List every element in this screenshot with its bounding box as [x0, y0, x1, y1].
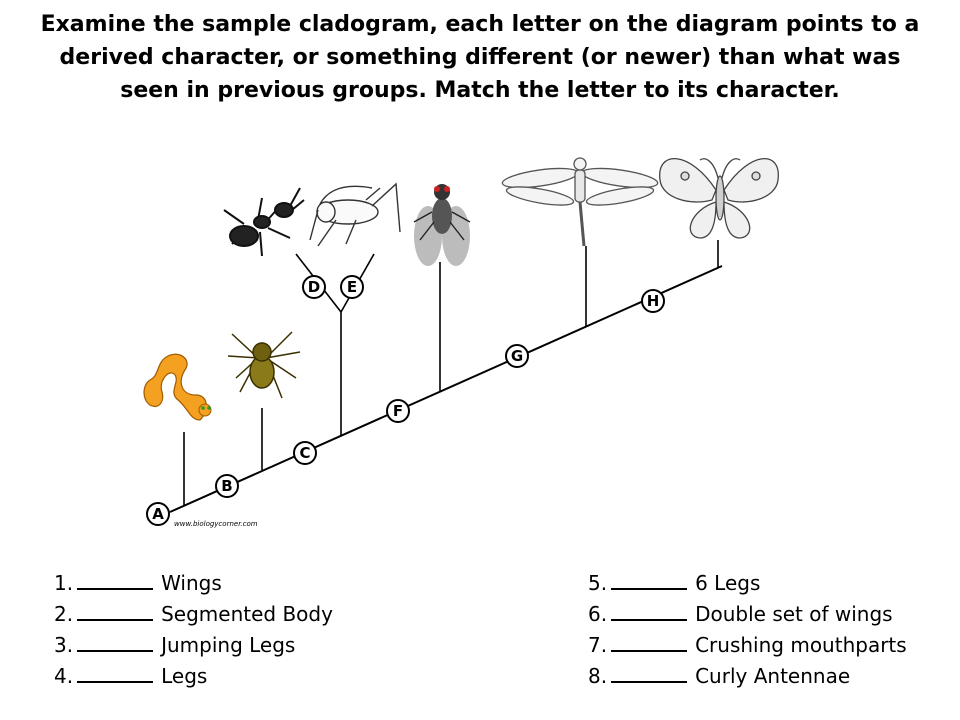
question-6: 6. Double set of wings [588, 602, 893, 626]
butterfly-icon [660, 159, 779, 238]
title-line-3: seen in previous groups. Match the letter to its character. [120, 78, 840, 103]
worm-icon [144, 354, 211, 420]
title-line-2: derived character, or something different (or newer) than what was [59, 45, 901, 70]
question-8: 8. Curly Antennae [588, 664, 851, 688]
question-2: 2. Segmented Body [54, 602, 333, 626]
node-h [642, 290, 664, 312]
svg-text:H: H [646, 292, 660, 310]
node-f [387, 400, 409, 422]
questions-right [588, 568, 907, 692]
answer-blank[interactable] [77, 665, 153, 683]
dragonfly-icon [501, 158, 658, 246]
questions-left [54, 568, 333, 692]
svg-text:A: A [152, 505, 164, 523]
svg-text:D: D [307, 278, 321, 296]
ant-icon [224, 188, 304, 256]
answer-blank[interactable] [611, 634, 687, 652]
svg-text:E: E [346, 278, 358, 296]
svg-text:G: G [510, 347, 524, 365]
credit-text: www.biologycorner.com [174, 520, 258, 528]
question-3: 3. Jumping Legs [54, 633, 296, 657]
svg-text:F: F [392, 402, 404, 420]
question-7: 7. Crushing mouthparts [588, 633, 907, 657]
answer-blank[interactable] [611, 572, 687, 590]
cricket-icon [310, 184, 400, 246]
answer-blank[interactable] [77, 572, 153, 590]
node-e [341, 276, 363, 298]
question-1: 1. Wings [54, 571, 222, 595]
fly-icon [414, 184, 470, 266]
title-line-1: Examine the sample cladogram, each letter on the diagram points to a [40, 12, 920, 37]
answer-blank[interactable] [611, 665, 687, 683]
node-b [216, 475, 238, 497]
node-g [506, 345, 528, 367]
answer-blank[interactable] [77, 603, 153, 621]
node-d [303, 276, 325, 298]
spider-icon [228, 332, 300, 398]
answer-blank[interactable] [611, 603, 687, 621]
node-c [294, 442, 316, 464]
question-5: 5. 6 Legs [588, 571, 761, 595]
answer-blank[interactable] [77, 634, 153, 652]
cladogram-trunk [170, 266, 722, 512]
question-4: 4. Legs [54, 664, 208, 688]
svg-text:B: B [221, 477, 233, 495]
node-a [147, 503, 169, 525]
svg-text:C: C [299, 444, 311, 462]
